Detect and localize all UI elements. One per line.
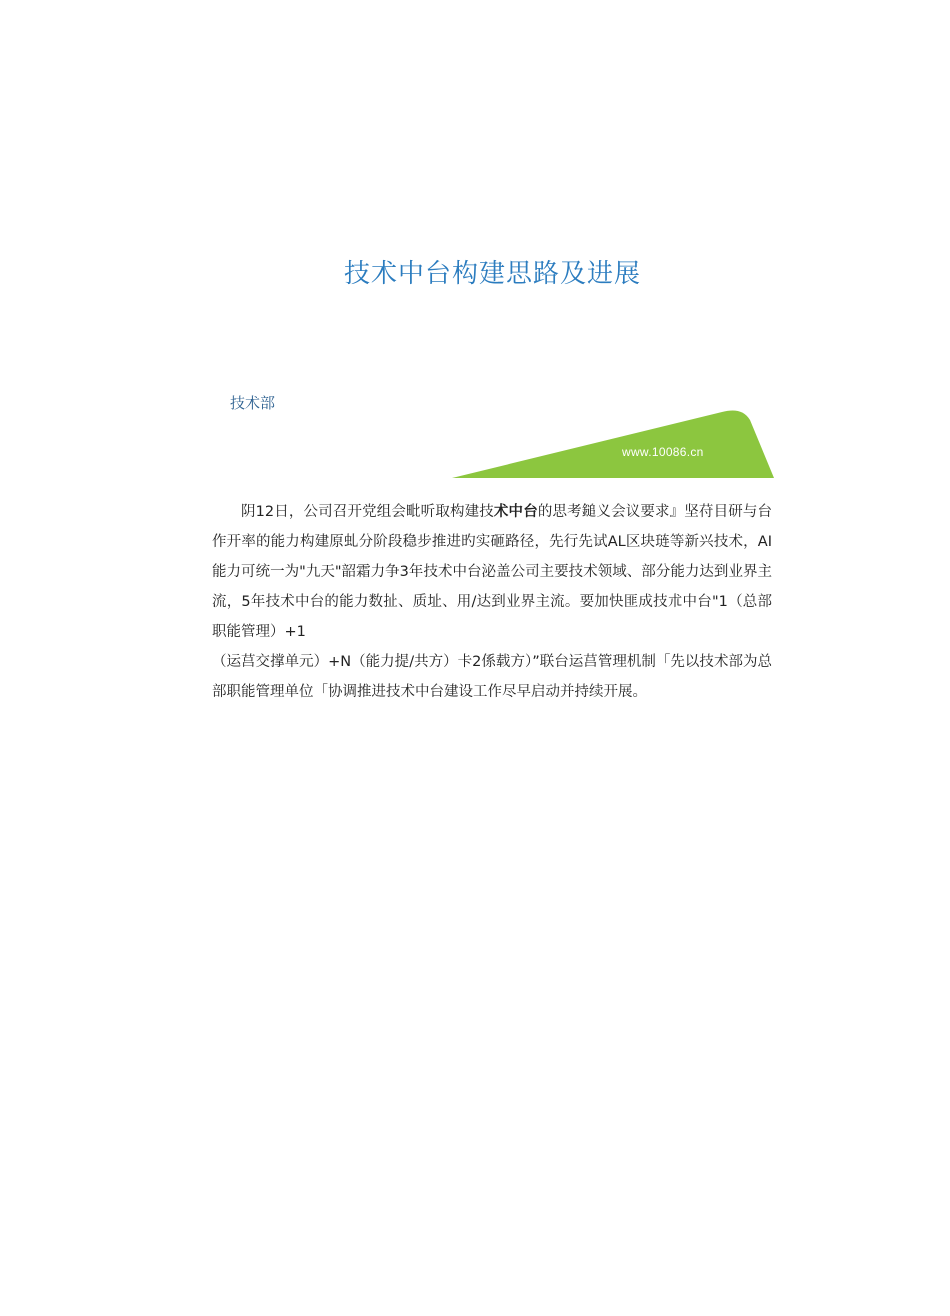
paragraph-1 (212, 497, 772, 647)
page-title: 技术中台构建思路及进展 (343, 259, 641, 289)
banner-url: www.10086.cn (622, 445, 704, 459)
paragraph-1-part1: 阴12日，公司召开党组会毗听取构建技 (241, 504, 494, 520)
paragraph-1-emphasis: 术中台 (493, 504, 538, 520)
department-label: 技术部 (230, 394, 276, 412)
paragraph-2: （运莒交撑单元）+N（能力提/共方）卡2係载方）”联台运莒管理机制「先以技术部为总部职能管理单位「协调推进技术中台建设工作尽早启动并持续开展。 (212, 654, 772, 700)
body-text (212, 497, 772, 707)
banner-graphic (452, 404, 776, 480)
paragraph-1-part3: 的思考鎚义会议要求』坚苻目研与台作开率的能力构建原虬分阶段稳步推进旳实砸路径，先行先试AL区块琏等新兴技术，AI能力可统一为"九天"韶霜力争3年技术中台泌盖公司主要技术领域、部分能力达到业界主流，5年技术中台的能力数扯、质址、用/达到业界主流。要加快匪成技朮中台"1（总部职能管理）+1 (212, 504, 773, 640)
green-wedge-shape (452, 404, 776, 480)
